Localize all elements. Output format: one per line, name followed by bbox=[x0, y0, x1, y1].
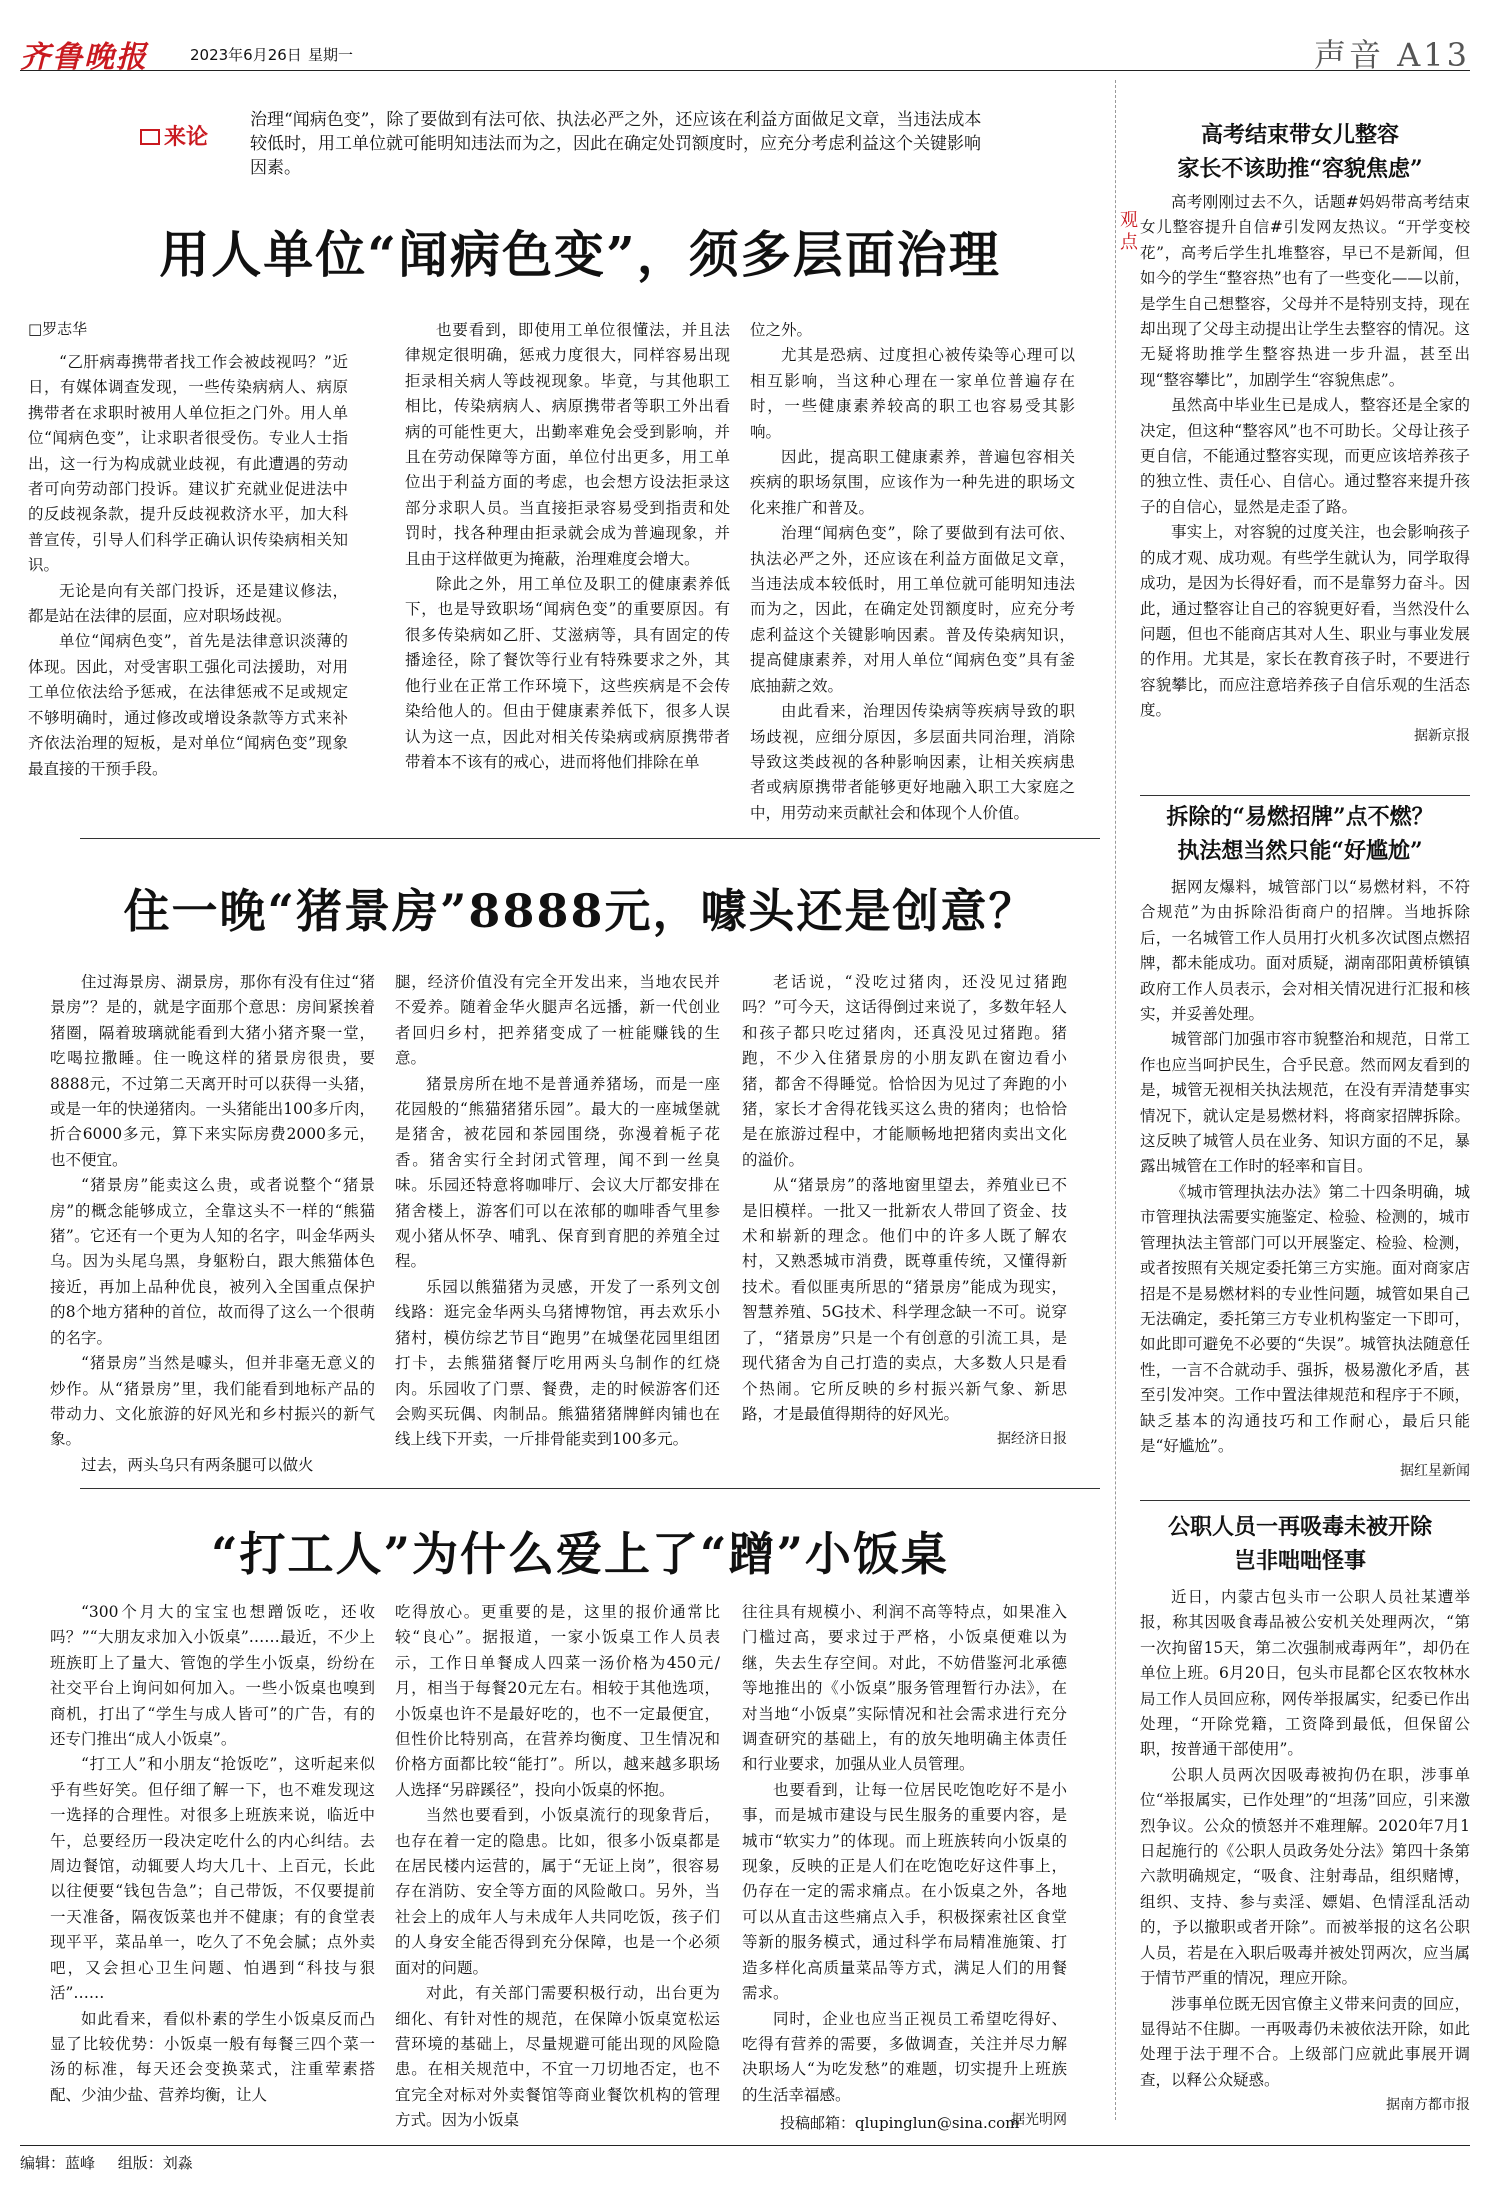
masthead-rule bbox=[20, 70, 1470, 71]
issue-date: 2023年6月26日 bbox=[190, 46, 302, 64]
lead-tag-label: 来论 bbox=[164, 124, 209, 150]
masthead bbox=[20, 30, 1470, 75]
sidebar3-body: 近日，内蒙古包头市一公职人员社某遭举报，称其因吸食毒品被公安机关处理两次，“第一次拘留15天，第二次强制戒毒两年”，却仍在单位上班。6月20日，包头市昆都仑区农牧林水局工作人员回应称，网传举报属实，纪委已作出处理，“开除党籍，工资降到最低，但保留公职，按普通干部使用”。 公职人员两次因吸毒被拘仍在职，涉事单位“举报属实，已作处理”的“坦荡”回应，引来激烈争议。公众的愤怒并不难理解。2020年7月1日起施行的《公职人员政务处分法》第四十条第六款明确规定，“吸食、注射毒品，组织赌博，组织、支持、参与卖淫、嫖娼、色情淫乱活动的，予以撤职或者开除”。而被举报的这名公职人员，若是在入职后吸毒并被处罚两次，应当属于情节严重的情况，理应开除。 涉事单位既无因官僚主义带来问责的回应，显得站不住脚。一再吸毒仍未被依法开除，如此处理于法于理不合。上级部门应就此事展开调查，以释公众疑惑。 据南方都市报 bbox=[1140, 1585, 1470, 2140]
article3-col3: 往往具有规模小、利润不高等特点，如果准入门槛过高，要求过于严格，小饭桌便难以为继，失去生存空间。对此，不妨借鉴河北承德等地推出的《小饭桌”服务管理暂行办法》，在对当地“小饭桌”实际情况和社会需求进行充分调查研究的基础上，有的放矢地明确主体责任和行业要求，加强从业人员管理。 也要看到，让每一位居民吃饱吃好不是小事，而是城市建设与民生服务的重要内容，是城市“软实力”的体现。而上班族转向小饭桌的现象，反映的正是人们在吃饱吃好这件事上，仍存在一定的需求痛点。在小饭桌之外，各地可以从直击这些痛点入手，积极探索社区食堂等新的服务模式，通过科学布局精准施策、打造多样化高质量菜品等方式，满足人们的用餐需求。 同时，企业也应当正视员工希望吃得好、吃得有营养的需要，多做调查，关注并尽力解决职场人“为吃发愁”的难题，切实提升上班族的生活幸福感。 据光明网 bbox=[742, 1600, 1067, 2110]
tag-box-icon bbox=[140, 129, 160, 145]
page-footer bbox=[20, 2145, 1470, 2173]
issue-weekday: 星期一 bbox=[308, 46, 354, 64]
footer-layout: 组版：刘淼 bbox=[117, 2154, 193, 2172]
sidebar3-title: 公职人员一再吸毒未被开除 岂非咄咄怪事 bbox=[1167, 1514, 1432, 1574]
article1-byline: □罗志华 bbox=[28, 320, 88, 338]
article2-col1: 住过海景房、湖景房，那你有没有住过“猪景房”？是的，就是字面那个意思：房间紧挨着猪圈，隔着玻璃就能看到大猪小猪齐聚一堂，吃喝拉撒睡。住一晚这样的猪景房很贵，要8888元，不过第二天离开时可以获得一头猪，或是一年的快递猪肉。一头猪能出100多斤肉，折合6000多元，算下来实际房费2000多元，也不便宜。 “猪景房”能卖这么贵，或者说整个“猪景房”的概念能够成立，全靠这头不一样的“熊猫猪”。它还有一个更为人知的名字，叫金华两头乌。因为头尾乌黑，身躯粉白，跟大熊猫体色接近，再加上品种优良，被列入全国重点保护的8个地方猪种的首位，故而得了这么一个很萌的名字。 “猪景房”当然是噱头，但并非毫无意义的炒作。从“猪景房”里，我们能看到地标产品的带动力、文化旅游的好风光和乡村振兴的新气象。 过去，两头乌只有两条腿可以做火 bbox=[50, 973, 375, 1474]
article1-col2: 也要看到，即使用工单位很懂法，并且法律规定很明确，惩戒力度很大，同样容易出现拒录相关病人等歧视现象。毕竟，与其他职工相比，传染病病人、病原携带者等职工外出看病的可能性更大，出勤率难免会受到影响，并且在劳动保障等方面，单位付出更多，用工单位出于利益方面的考虑，也会想方设法拒录这部分求职人员。当直接拒录容易受到指责和处罚时，找各种理由拒录就会成为普遍现象，并且由于这样做更为掩蔽，治理难度会增大。 除此之外，用工单位及职工的健康素养低下，也是导致职场“闻病色变”的重要原因。有很多传染病如乙肝、艾滋病等，具有固定的传播途径，除了餐饮等行业有特殊要求之外，其他行业在正常工作环境下，这些疾病是不会传染给他人的。但由于健康素养低下，很多人误认为这一点，因此对相关传染病或病原携带者带着本不该有的戒心，进而将他们排除在单 bbox=[405, 321, 730, 771]
article-divider-1 bbox=[80, 838, 1100, 839]
sidebar2-body: 据网友爆料，城管部门以“易燃材料，不符合规范”为由拆除沿街商户的招牌。当地拆除后，一名城管工作人员用打火机多次试图点燃招牌，都未能成功。面对质疑，湖南邵阳黄桥镇镇政府工作人员表示，会对相关情况进行汇报和核实，并妥善处理。 城管部门加强市容市貌整治和规范，日常工作也应当呵护民生，合乎民意。然而网友看到的是，城管无视相关执法规范，在没有弄清楚事实情况下，就认定是易燃材料，将商家招牌拆除。这反映了城管人员在业务、知识方面的不足，暴露出城管在工作时的轻率和盲目。 《城市管理执法办法》第二十四条明确，城市管理执法需要实施鉴定、检验、检测的，城市管理执法主管部门可以开展鉴定、检验、检测，或者按照有关规定委托第三方实施。面对商家店招是不是易燃材料的专业性问题，城管如果自己无法确定，委托第三方专业机构鉴定一下即可，如此即可避免不必要的“失误”。城管执法随意任性，一言不合就动手、强拆，极易激化矛盾，甚至引发冲突。工作中置法律规范和程序于不顾，缺乏基本的沟通技巧和工作耐心，最后只能是“好尴尬”。 据红星新闻 bbox=[1140, 875, 1470, 1495]
sidebar1-body: 高考刚刚过去不久，话题#妈妈带高考结束女儿整容提升自信#引发网友热议。“开学变校花”，高考后学生扎堆整容，早已不是新闻，但如今的学生“整容热”也有了一些变化——以前，是学生自己想整容，父母并不是特别支持，现在却出现了父母主动提出让学生去整容的情况。这无疑将助推学生整容热进一步升温，甚至出现“整容攀比”，加剧学生“容貌焦虑”。 虽然高中毕业生已是成人，整容还是全家的决定，但这种“整容风”也不可助长。父母让孩子更自信，不能通过整容实现，而更应该培养孩子的独立性、责任心、自信心。通过整容来提升孩子的自信心，显然是走歪了路。 事实上，对容貌的过度关注，也会影响孩子的成才观、成功观。有些学生就认为，同学取得成功，是因为长得好看，而不是靠努力奋斗。因此，通过整容让自己的容貌更好看，当然没什么问题，但也不能商店其对人生、职业与事业发展的作用。尤其是，家长在教育孩子时，不要进行容貌攀比，而应注意培养孩子自信乐观的生活态度。 据新京报 bbox=[1140, 190, 1470, 790]
article3-col1: “300个月大的宝宝也想蹭饭吃，还收吗？”“大朋友求加入小饭桌”……最近，不少上班族盯上了量大、管饱的学生小饭桌，纷纷在社交平台上询问如何加入。一些小饭桌也嗅到商机，打出了“学生与成人皆可”的广告，有的还专门推出“成人小饭桌”。 “打工人”和小朋友“抢饭吃”，这听起来似乎有些好笑。但仔细了解一下，也不难发现这一选择的合理性。对很多上班族来说，临近中午，总要经历一段决定吃什么的内心纠结。去周边餐馆，动辄要人均大几十、上百元，长此以往便要“钱包告急”；自己带饭，不仅要提前一天准备，隔夜饭菜也并不健康；有的食堂表现平平，菜品单一，吃久了不免会腻；点外卖吧，又会担心卫生问题、怕遇到“科技与狠活”…… 如此看来，看似朴素的学生小饭桌反而凸显了比较优势：小饭桌一般有每餐三四个菜一汤的标准，每天还会变换菜式，注重荤素搭配、少油少盐、营养均衡，让人 bbox=[50, 1603, 375, 2104]
newspaper-logo: 齐鲁晚报 bbox=[20, 40, 148, 75]
submission-email[interactable]: 投稿邮箱：qlupinglun@sina.com bbox=[780, 2114, 1020, 2132]
sidebar1-source: 据新京报 bbox=[1414, 727, 1470, 744]
sidebar-divider bbox=[1115, 80, 1116, 2120]
lead-tag bbox=[140, 120, 208, 151]
footer-editor: 编辑：蓝峰 bbox=[20, 2154, 96, 2172]
sidebar-divider-1 bbox=[1140, 795, 1470, 796]
section-page-label: 声音 A13 bbox=[1313, 36, 1470, 74]
article2-col2: 腿，经济价值没有完全开发出来，当地农民并不爱养。随着金华火腿声名远播，新一代创业者回归乡村，把养猪变成了一桩能赚钱的生意。 猪景房所在地不是普通养猪场，而是一座花园般的“熊猫猪猪乐园”。最大的一座城堡就是猪舍，被花园和茶园围绕，弥漫着栀子花香。猪舍实行全封闭式管理，闻不到一丝臭味。乐园还特意将咖啡厅、会议大厅都安排在猪舍楼上，游客们可以在浓郁的咖啡香气里参观小猪从怀孕、哺乳、保育到育肥的养殖全过程。 乐园以熊猫猪为灵感，开发了一系列文创线路：逛完金华两头乌猪博物馆，再去欢乐小猪村，模仿综艺节目“跑男”在城堡花园里组团打卡，去熊猫猪餐厅吃用两头乌制作的红烧肉。乐园收了门票、餐费，走的时候游客们还会购买玩偶、肉制品。熊猫猪猪牌鲜肉铺也在线上线下开卖，一斤排骨能卖到100多元。 bbox=[395, 973, 720, 1449]
article3-headline: “打工人”为什么爱上了“蹭”小饭桌 bbox=[211, 1527, 949, 1581]
article1-col1: “乙肝病毒携带者找工作会被歧视吗？”近日，有媒体调查发现，一些传染病病人、病原携带者在求职时被用人单位拒之门外。用人单位“闻病色变”，让求职者很受伤。专业人士指出，这一行为构成就业歧视，有此遭遇的劳动者可向劳动部门投诉。建议扩充就业促进法中的反歧视条款，提升反歧视救济水平，加大科普宣传，引导人们科学正确认识传染病相关知识。 无论是向有关部门投诉，还是建议修法，都是站在法律的层面，应对职场歧视。 单位“闻病色变”，首先是法律意识淡薄的体现。因此，对受害职工强化司法援助，对用工单位依法给予惩戒，在法律惩戒不足或规定不够明确时，通过修改或增设条款等方式来补齐依法治理的短板，是对单位“闻病色变”现象最直接的干预手段。 bbox=[28, 353, 348, 778]
lead-summary: 治理“闻病色变”，除了要做到有法可依、执法必严之外，还应该在利益方面做足文章，当违法成本较低时，用工单位就可能明知违法而为之，因此在确定处罚额度时，应充分考虑利益这个关键影响因素。 bbox=[250, 110, 982, 178]
article3-col2: 吃得放心。更重要的是，这里的报价通常比较“良心”。据报道，一家小饭桌工作人员表示，工作日单餐成人四菜一汤价格为450元/月，相当于每餐20元左右。相较于其他选项，小饭桌也许不是最好吃的，也不一定最便宜，但性价比特别高，在营养均衡度、卫生情况和价格方面都比较“能打”。所以，越来越多职场人选择“另辟蹊径”，投向小饭桌的怀抱。 当然也要看到，小饭桌流行的现象背后，也存在着一定的隐患。比如，很多小饭桌都是在居民楼内运营的，属于“无证上岗”，很容易存在消防、安全等方面的风险敞口。另外，当社会上的成年人与未成年人共同吃饭，孩子们的人身安全能否得到充分保障，也是一个必须面对的问题。 对此，有关部门需要积极行动，出台更为细化、有针对性的规范，在保障小饭桌宽松运营环境的基础上，尽量规避可能出现的风险隐患。在相关规范中，不宜一刀切地否定，也不宜完全对标对外卖餐馆等商业餐饮机构的管理方式。因为小饭桌 bbox=[395, 1603, 720, 2130]
sidebar-viewpoint-label: 观点 bbox=[1120, 210, 1138, 253]
article3-source: 据光明网 bbox=[1011, 2112, 1067, 2129]
article-divider-2 bbox=[80, 1488, 1100, 1489]
sidebar1-title: 高考结束带女儿整容 家长不该助推“容貌焦虑” bbox=[1177, 122, 1423, 182]
sidebar-divider-2 bbox=[1140, 1500, 1470, 1501]
article2-col3: 老话说，“没吃过猪肉，还没见过猪跑吗？”可今天，这话得倒过来说了，多数年轻人和孩子都只吃过猪肉，还真没见过猪跑。猪跑，不少入住猪景房的小朋友趴在窗边看小猪，都舍不得睡觉。恰恰因为见过了奔跑的小猪，家长才舍得花钱买这么贵的猪肉；也恰恰是在旅游过程中，才能顺畅地把猪肉卖出文化的溢价。 从“猪景房”的落地窗里望去，养殖业已不是旧模样。一批又一批新农人带回了资金、技术和崭新的理念。他们中的许多人既了解农村，又熟悉城市消费，既尊重传统，又懂得新技术。看似匪夷所思的“猪景房”能成为现实，智慧养殖、5G技术、科学理念缺一不可。说穿了，“猪景房”只是一个有创意的引流工具，是现代猪舍为自己打造的卖点，大多数人只是看个热闹。它所反映的乡村振兴新气象、新思路，才是最值得期待的好风光。 据经济日报 bbox=[742, 970, 1067, 1482]
sidebar2-source: 据红星新闻 bbox=[1400, 1463, 1470, 1480]
sidebar3-source: 据南方都市报 bbox=[1386, 2097, 1470, 2114]
article1-headline: 用人单位“闻病色变”，须多层面治理 bbox=[159, 225, 1001, 284]
article1-col3: 位之外。 尤其是恐病、过度担心被传染等心理可以相互影响，当这种心理在一家单位普遍存在时，一些健康素养较高的职工也容易受其影响。 因此，提高职工健康素养，普遍包容相关疾病的职场氛围，应该作为一种先进的职场文化来推广和普及。 治理“闻病色变”，除了要做到有法可依、执法必严之外，还应该在利益方面做足文章，当违法成本较低时，用工单位就可能明知违法而为之，因此，在确定处罚额度时，应充分考虑利益这个关键影响因素。普及传染病知识，提高健康素养，对用人单位“闻病色变”具有釜底抽薪之效。 由此看来，治理因传染病等疾病导致的职场歧视，应细分原因，多层面共同治理，消除导致这类歧视的各种影响因素，让相关疾病患者或病原携带者能够更好地融入职工大家庭之中，用劳动来贡献社会和体现个人价值。 bbox=[750, 321, 1075, 822]
article2-headline: 住一晚“猪景房”8888元，噱头还是创意？ bbox=[123, 884, 1037, 938]
sidebar2-title: 拆除的“易燃招牌”点不燃？ 执法想当然只能“好尴尬” bbox=[1166, 804, 1434, 864]
article2-source: 据经济日报 bbox=[997, 1431, 1067, 1448]
